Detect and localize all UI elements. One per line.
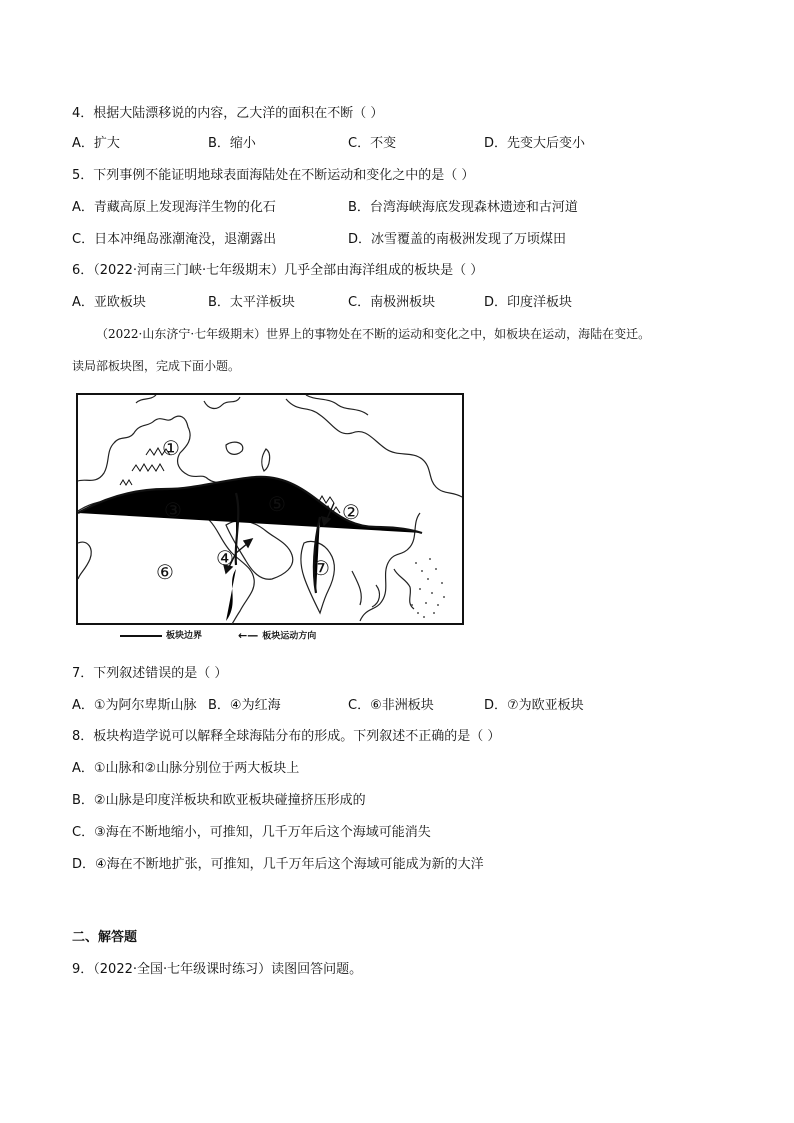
q7-stem: 7．下列叙述错误的是（ ） xyxy=(72,666,228,681)
legend-boundary xyxy=(120,628,202,644)
q7-option-d: D．⑦为欧亚板块 xyxy=(484,698,584,713)
q6-stem: 6．（2022·河南三门峡·七年级期末）几乎全部由海洋组成的板块是（ ） xyxy=(72,263,484,278)
q5-option-d: D．冰雪覆盖的南极洲发现了万顷煤田 xyxy=(348,232,567,247)
legend-direction-label: 板块运动方向 xyxy=(262,631,317,642)
q6-option-c: C．南极洲板块 xyxy=(348,295,436,310)
passage-intro-line1: （2022·山东济宁·七年级期末）世界上的事物处在不断的运动和变化之中，如板块在运动，海陆在变迁。 xyxy=(96,327,651,341)
q5-option-b: B．台湾海峡海底发现森林遗迹和古河道 xyxy=(348,200,578,215)
legend-direction xyxy=(238,628,316,644)
q7-option-c: C．⑥非洲板块 xyxy=(348,698,434,713)
q5-option-c: C．日本冲绳岛涨潮淹没，退潮露出 xyxy=(72,232,277,247)
map-label-1: ① xyxy=(162,436,180,460)
q7-option-a: A．①为阿尔卑斯山脉 xyxy=(72,698,197,713)
q6-option-a: A．亚欧板块 xyxy=(72,295,146,310)
plate-map-figure xyxy=(76,393,464,625)
q4-stem: 4．根据大陆漂移说的内容，乙大洋的面积在不断（ ） xyxy=(72,106,384,121)
q9-stem: 9．（2022·全国·七年级课时练习）读图回答问题。 xyxy=(72,962,363,977)
q6-option-b: B．太平洋板块 xyxy=(208,295,295,310)
map-label-2: ② xyxy=(342,500,360,524)
q8-option-b: B．②山脉是印度洋板块和欧亚板块碰撞挤压形成的 xyxy=(72,793,366,808)
q4-option-a: A．扩大 xyxy=(72,136,120,151)
q6-option-d: D．印度洋板块 xyxy=(484,295,573,310)
q8-option-c: C．③海在不断地缩小，可推知，几千万年后这个海域可能消失 xyxy=(72,825,431,840)
q4-option-c: C．不变 xyxy=(348,136,397,151)
map-label-4: ④ xyxy=(216,546,234,570)
q5-stem: 5．下列事例不能证明地球表面海陆处在不断运动和变化之中的是（ ） xyxy=(72,168,475,183)
section-title: 二、解答题 xyxy=(72,930,138,945)
map-label-7: ⑦ xyxy=(312,556,330,580)
legend-boundary-label: 板块边界 xyxy=(166,631,203,641)
map-label-5: ⑤ xyxy=(268,492,286,516)
map-label-3: ③ xyxy=(164,498,182,522)
q7-option-b: B．④为红海 xyxy=(208,698,281,713)
q4-option-d: D．先变大后变小 xyxy=(484,136,586,151)
map-label-6: ⑥ xyxy=(156,560,174,584)
q8-stem: 8．板块构造学说可以解释全球海陆分布的形成。下列叙述不正确的是（ ） xyxy=(72,729,501,744)
q4-option-b: B．缩小 xyxy=(208,136,256,151)
q8-option-a: A．①山脉和②山脉分别位于两大板块上 xyxy=(72,761,300,776)
q5-option-a: A．青藏高原上发现海洋生物的化石 xyxy=(72,200,276,215)
q8-option-d: D．④海在不断地扩张，可推知，几千万年后这个海域可能成为新的大洋 xyxy=(72,857,484,872)
passage-intro-line2: 读局部板块图，完成下面小题。 xyxy=(72,359,241,373)
legend-arrow-icon: ←— xyxy=(238,629,259,642)
legend-boundary-line xyxy=(120,635,162,637)
